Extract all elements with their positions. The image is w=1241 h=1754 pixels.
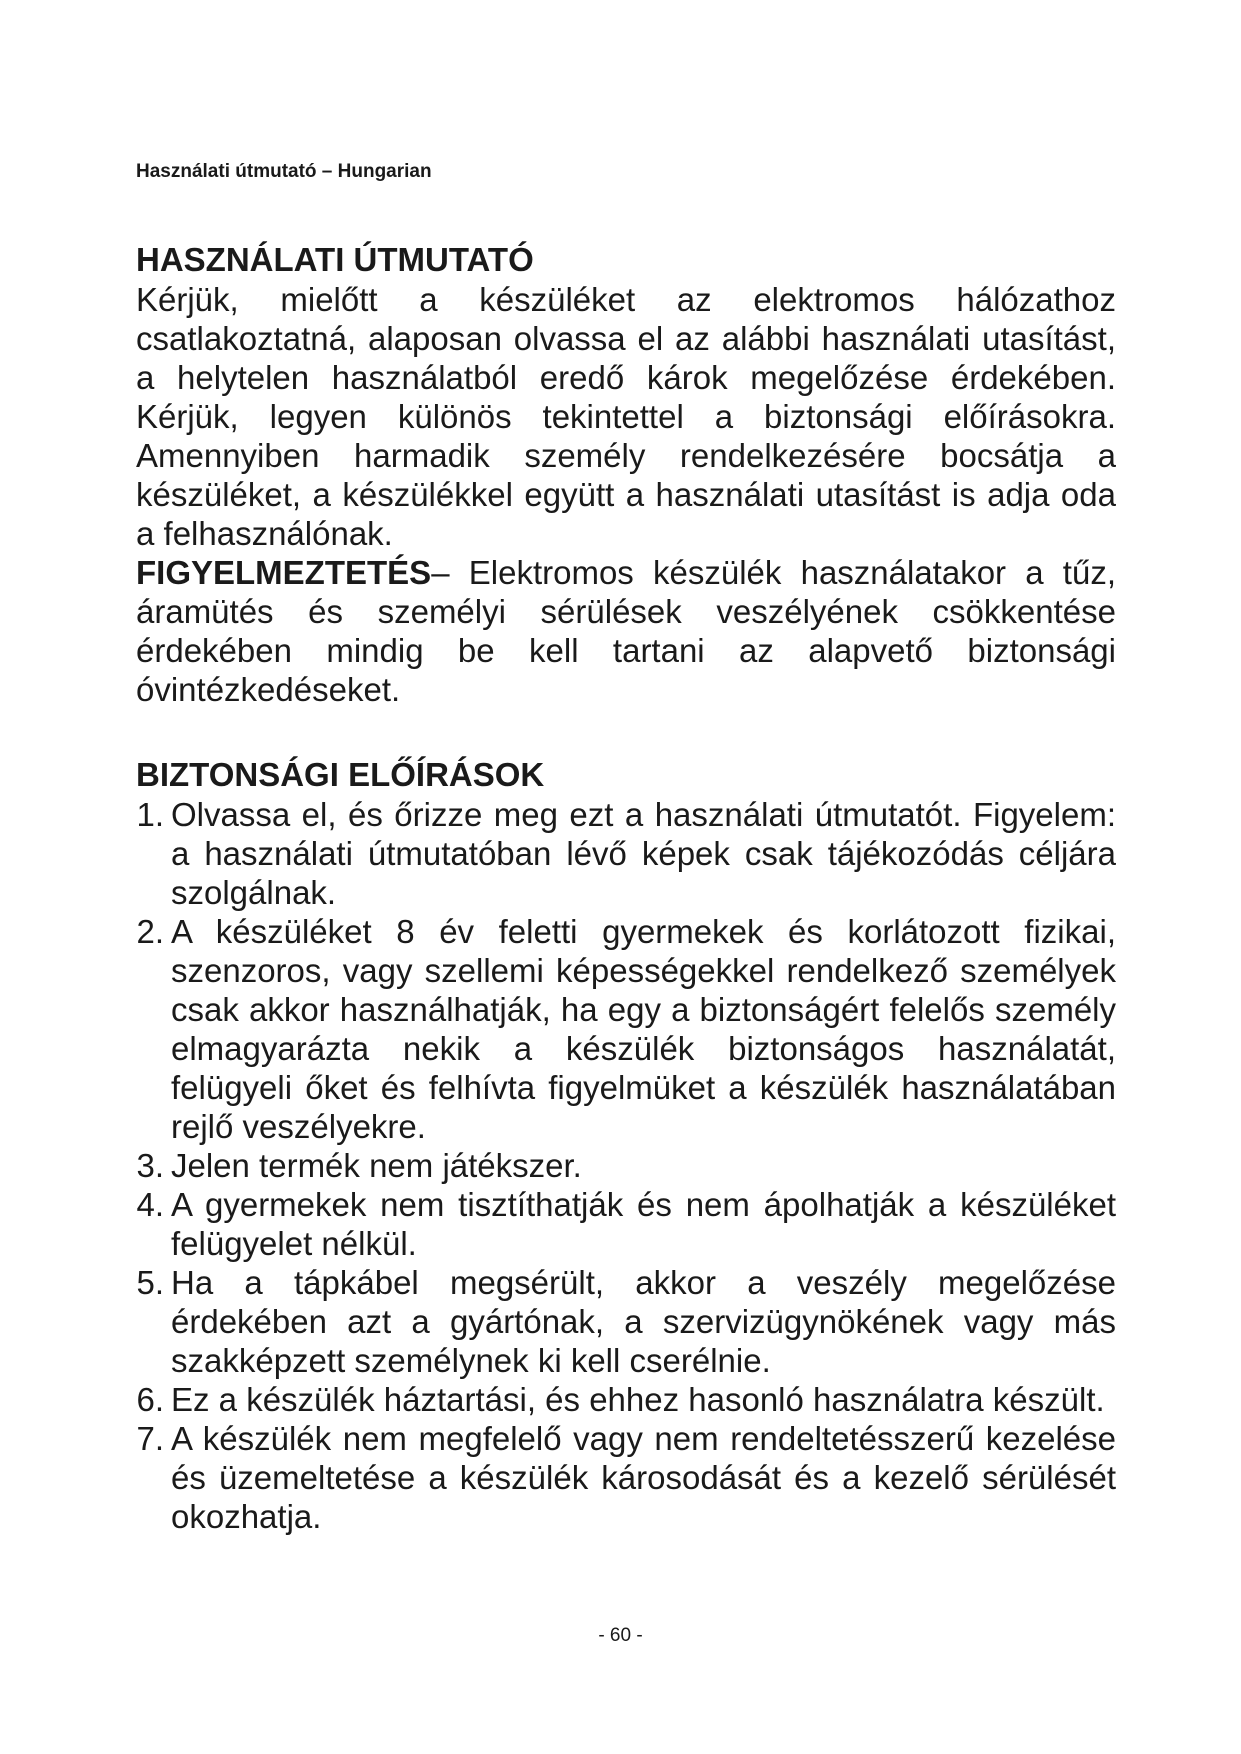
page-content (136, 240, 1116, 1536)
safety-item (136, 1146, 1116, 1185)
warning-text: – Elektromos készülék használatakor a tűz, áramütés és személyi sérülések veszélyének csökkentése érdekében mindig be kell tartani az alapvető biztonsági óvintézkedéseket. (136, 554, 1116, 708)
page-number: - 60 - (598, 1625, 643, 1646)
item-number: 1. (136, 796, 164, 833)
intro-paragraph: Kérjük, mielőtt a készüléket az elektromos hálózathoz csatlakoztatná, alaposan olvassa el az alábbi használati utasítást, a helytelen használatból eredő károk megelőzése érdekében. Kérjük, legyen különös tekintettel a biztonsági előírásokra. Amennyiben harmadik személy rendelkezésére bocsátja a készüléket, a készülékkel együtt a használati utasítást is adja oda a felhasználónak. (136, 281, 1116, 552)
safety-section-title: BIZTONSÁGI ELŐÍRÁSOK (136, 756, 545, 793)
item-text: Olvassa el, és őrizze meg ezt a használati útmutatót. Figyelem: a használati útmutatóban lévő képek csak tájékozódás céljára szolgálnak. (171, 796, 1116, 911)
document-title: HASZNÁLATI ÚTMUTATÓ (136, 241, 534, 278)
item-number: 2. (136, 913, 164, 950)
warning-label: FIGYELMEZTETÉS (136, 554, 432, 591)
item-text: A gyermekek nem tisztíthatják és nem ápolhatják a készüléket felügyelet nélkül. (171, 1186, 1116, 1262)
item-text: Jelen termék nem játékszer. (171, 1147, 582, 1184)
item-number: 3. (136, 1147, 164, 1184)
running-header: Használati útmutató – Hungarian (136, 161, 432, 182)
item-text: Ha a tápkábel megsérült, akkor a veszély megelőzése érdekében azt a gyártónak, a szervizügynökének vagy más szakképzett személynek ki kell cserélnie. (171, 1264, 1116, 1379)
safety-item (136, 1419, 1116, 1536)
item-text: A készüléket 8 év feletti gyermekek és korlátozott fizikai, szenzoros, vagy szellemi képességekkel rendelkező személyek csak akkor használhatják, ha egy a biztonságért felelős személy elmagyarázta nekik a készülék biztonságos használatát, felügyeli őket és felhívta figyelmüket a készülék használatában rejlő veszélyekre. (171, 913, 1116, 1145)
safety-item (136, 1263, 1116, 1380)
safety-list (136, 795, 1116, 1536)
safety-item (136, 912, 1116, 1146)
item-number: 4. (136, 1186, 164, 1223)
warning-paragraph (136, 553, 1116, 709)
item-text: Ez a készülék háztartási, és ehhez hasonló használatra készült. (171, 1381, 1105, 1418)
safety-item (136, 795, 1116, 912)
item-number: 7. (136, 1420, 164, 1457)
item-number: 5. (136, 1264, 164, 1301)
item-text: A készülék nem megfelelő vagy nem rendeltetésszerű kezelése és üzemeltetése a készülék károsodását és a kezelő sérülését okozhatja. (171, 1420, 1116, 1535)
safety-item (136, 1185, 1116, 1263)
safety-item (136, 1380, 1116, 1419)
item-number: 6. (136, 1381, 164, 1418)
